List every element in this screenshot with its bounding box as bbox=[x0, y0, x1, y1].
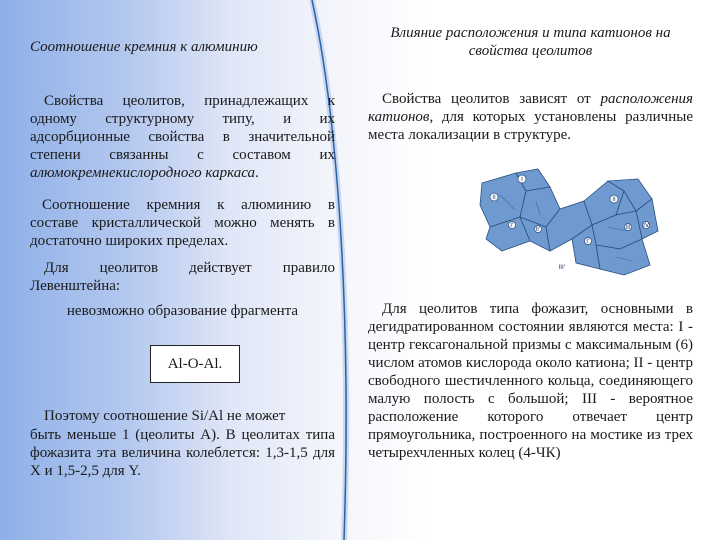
left-heading: Соотношение кремния к алюминию bbox=[30, 39, 258, 55]
figure-label-7: III bbox=[625, 224, 631, 231]
right-paragraph-2: Для цеолитов типа фожазит, основными в дегидратированном состоянии являются места: I - центр гексагональной призмы с максимальным (6) числом атомов кислорода около катиона; II - центр свободного шестичленного кольца, соединяющего малую полость с большой; III - вероятное расположение которого отвечает центр прямоугольника, построенного на мостике из трех четырехчленных колец (4-ЧК) bbox=[368, 301, 693, 461]
figure-label-3: I' bbox=[510, 222, 514, 229]
cation-sites-figure bbox=[476, 165, 661, 280]
left-paragraph-3: Для цеолитов действует правило Левенштейна: bbox=[30, 260, 335, 294]
right-p1-italic: расположения катионов bbox=[368, 91, 694, 125]
right-heading: Влияние расположения и типа катионов на свойства цеолитов bbox=[390, 25, 671, 59]
left-p1-end: . bbox=[254, 165, 259, 181]
left-paragraph-5: Поэтому соотношение Si/Al не может bbox=[44, 408, 286, 424]
right-paragraph-1 bbox=[368, 90, 693, 144]
figure-label-9: III' bbox=[558, 264, 566, 271]
right-p1-end: , для которых установлены различные места локализации в структуре. bbox=[368, 109, 693, 143]
left-p1-text: Свойства цеолитов, принадлежащих к одному структурному типу, и их адсорбционные свойства в значительной степени связанны с составом их bbox=[30, 93, 335, 163]
left-paragraph-4: невозможно образование фрагмента bbox=[66, 303, 299, 319]
left-paragraph-6: быть меньше 1 (цеолиты А). В цеолитах типа фожазита эта величина колеблется: 1,3-1,5 для X и 1,5-2,5 для Y. bbox=[30, 427, 335, 479]
figure-label-5: II bbox=[612, 196, 616, 203]
left-paragraph-2: Соотношение кремния к алюминию в составе кристаллической можно менять в достаточно широких пределах. bbox=[30, 197, 335, 249]
formula-box: Al-O-Al. bbox=[150, 345, 240, 383]
figure-label-1: I bbox=[521, 176, 523, 183]
figure-label-4: II' bbox=[535, 226, 541, 233]
right-p1-start: Свойства цеолитов зависят от bbox=[382, 91, 591, 107]
figure-label-2: II bbox=[492, 194, 496, 201]
left-paragraph-1 bbox=[30, 92, 335, 182]
left-p1-italic: алюмокремнекислородного каркаса bbox=[30, 165, 255, 181]
figure-label-6: I' bbox=[586, 238, 590, 245]
figure-label-8: IV bbox=[643, 222, 649, 229]
